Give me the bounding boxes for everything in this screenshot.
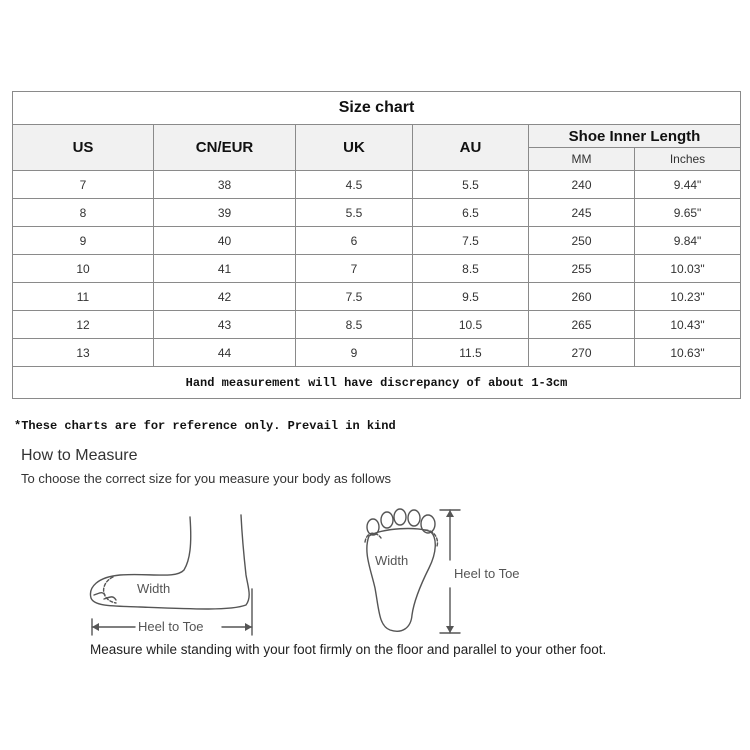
header-row [13,125,741,148]
cell-inches: 10.43" [635,311,741,339]
arrow-down-icon [446,626,454,633]
cell-us: 12 [13,311,154,339]
cell-cn-eur: 39 [154,199,296,227]
header-au: AU [413,125,529,171]
header-cn-eur: CN/EUR [154,125,296,171]
cell-us: 13 [13,339,154,367]
header-us: US [13,125,154,171]
table-row [13,339,741,367]
sole-outline [367,529,435,632]
cell-inches: 10.63" [635,339,741,367]
cell-mm: 250 [529,227,635,255]
cell-inches: 9.84" [635,227,741,255]
cell-au: 5.5 [413,171,529,199]
cell-mm: 270 [529,339,635,367]
cell-au: 8.5 [413,255,529,283]
cell-au: 9.5 [413,283,529,311]
table-row [13,199,741,227]
sole-view-foot-illustration [355,500,545,640]
cell-cn-eur: 42 [154,283,296,311]
arrow-left-icon [92,623,99,631]
cell-cn-eur: 43 [154,311,296,339]
cell-inches: 10.03" [635,255,741,283]
cell-us: 10 [13,255,154,283]
reference-disclaimer: *These charts are for reference only. Prevail in kind [14,419,396,433]
size-chart-title-row [13,92,741,125]
size-chart-table [12,91,741,399]
header-shoe-inner-length: Shoe Inner Length [529,125,741,148]
toe-2 [381,512,393,528]
toe-3 [394,509,406,525]
cell-us: 9 [13,227,154,255]
cell-cn-eur: 38 [154,171,296,199]
cell-mm: 260 [529,283,635,311]
cell-uk: 8.5 [296,311,413,339]
cell-au: 6.5 [413,199,529,227]
cell-cn-eur: 44 [154,339,296,367]
size-chart-title: Size chart [13,92,741,125]
measurement-note: Hand measurement will have discrepancy of about 1-3cm [13,367,741,399]
cell-mm: 265 [529,311,635,339]
measurement-note-row [13,367,741,399]
header-mm: MM [529,148,635,171]
cell-inches: 9.44" [635,171,741,199]
cell-us: 11 [13,283,154,311]
table-row [13,255,741,283]
table-row [13,171,741,199]
header-uk: UK [296,125,413,171]
sole-view-width-label: Width [375,553,409,568]
side-view-length-label: Heel to Toe [138,619,204,634]
side-view-width-label: Width [137,581,171,596]
arrow-up-icon [446,510,454,517]
how-to-measure-title: How to Measure [21,447,138,464]
table-row [13,283,741,311]
how-to-measure-subtitle: To choose the correct size for you measure your body as follows [21,471,391,486]
cell-au: 11.5 [413,339,529,367]
cell-au: 10.5 [413,311,529,339]
cell-au: 7.5 [413,227,529,255]
measure-instruction: Measure while standing with your foot firmly on the floor and parallel to your other foot. [90,642,607,657]
cell-uk: 9 [296,339,413,367]
header-inches: Inches [635,148,741,171]
table-row [13,311,741,339]
sole-view-length-label: Heel to Toe [454,566,520,581]
toe-4 [408,510,420,526]
cell-inches: 10.23" [635,283,741,311]
table-row [13,227,741,255]
cell-uk: 4.5 [296,171,413,199]
cell-us: 7 [13,171,154,199]
cell-cn-eur: 40 [154,227,296,255]
cell-cn-eur: 41 [154,255,296,283]
side-view-foot-illustration [80,505,270,645]
cell-uk: 5.5 [296,199,413,227]
cell-uk: 7.5 [296,283,413,311]
cell-mm: 255 [529,255,635,283]
cell-uk: 7 [296,255,413,283]
arrow-right-icon [245,623,252,631]
cell-inches: 9.65" [635,199,741,227]
cell-mm: 245 [529,199,635,227]
cell-uk: 6 [296,227,413,255]
cell-us: 8 [13,199,154,227]
cell-mm: 240 [529,171,635,199]
